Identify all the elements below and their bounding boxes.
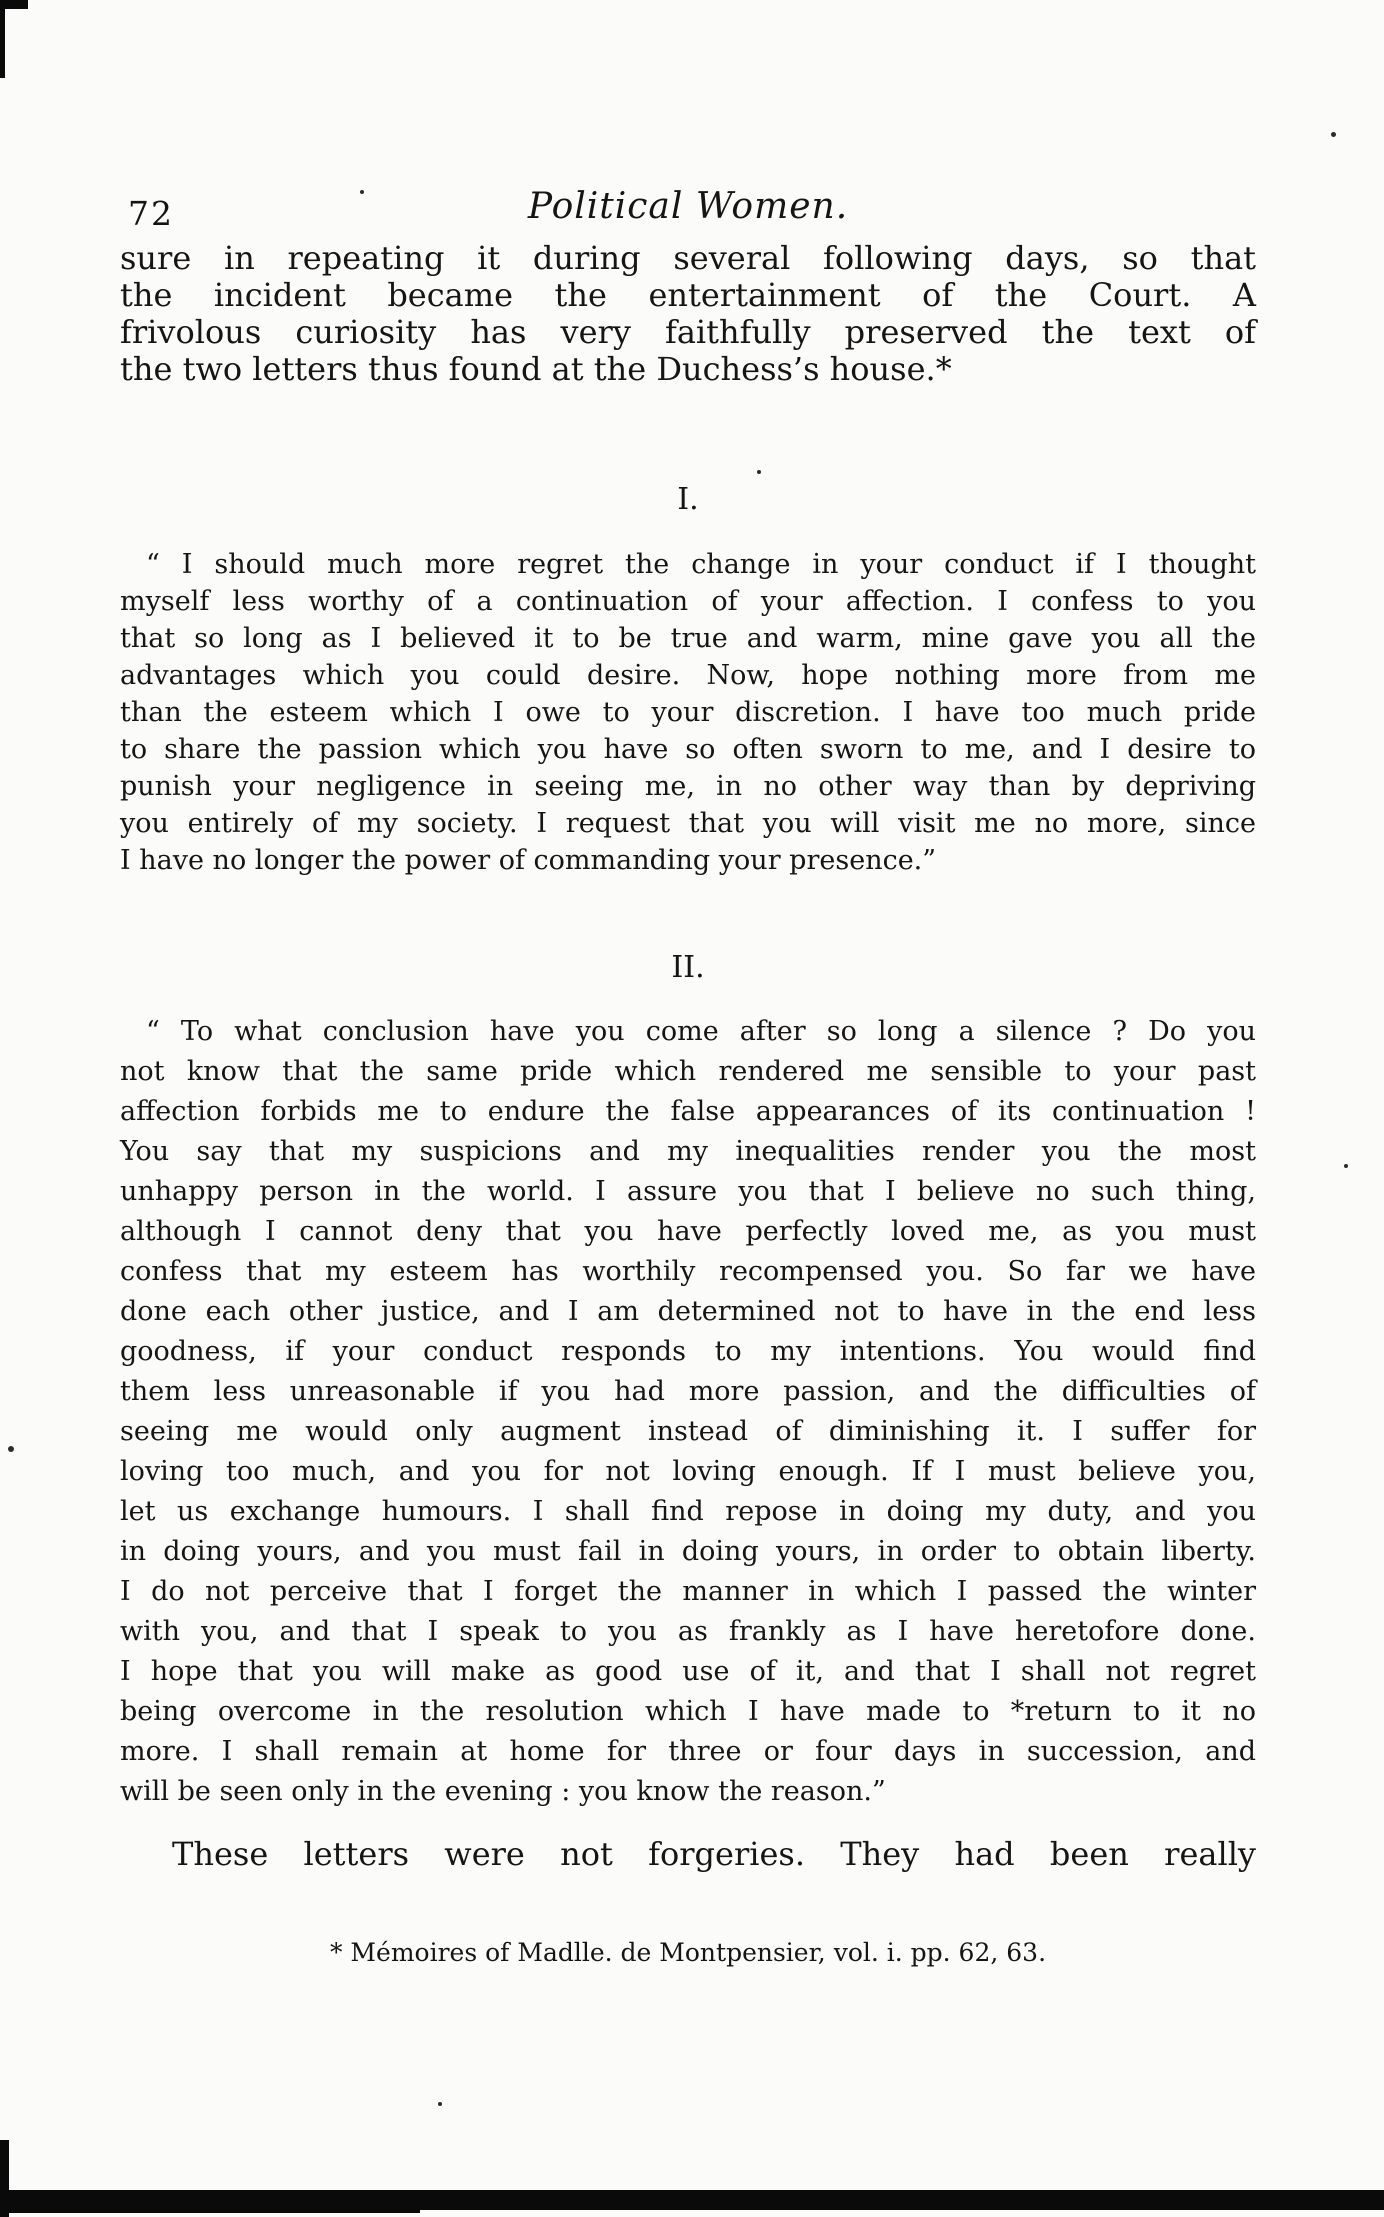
text-line: I do not perceive that I forget the manner in which I passed the winter [120, 1576, 1256, 1607]
text-line: with you, and that I speak to you as frankly as I have heretofore done. [120, 1616, 1256, 1647]
intro-paragraph [120, 240, 1256, 388]
text-line: unhappy person in the world. I assure you that I believe no such thing, [120, 1176, 1256, 1207]
text-line: You say that my suspicions and my inequalities render you the most [120, 1136, 1256, 1167]
text-line: the two letters thus found at the Duchess’s house.* [120, 350, 952, 388]
text-line: the incident became the entertainment of the Court. A [120, 276, 1256, 314]
text-line: myself less worthy of a continuation of your affection. I confess to you [120, 586, 1256, 617]
text-line: “ I should much more regret the change in your conduct if I thought [146, 549, 1256, 580]
scan-speck [8, 1446, 14, 1452]
footnote: * Mémoires of Madlle. de Montpensier, vol. i. pp. 62, 63. [329, 1938, 1047, 1967]
text-line: them less unreasonable if you had more passion, and the difficulties of [120, 1376, 1256, 1407]
page-number: 72 [128, 194, 174, 233]
scan-edge-bottom-bar-2 [0, 2205, 420, 2213]
text-line: you entirely of my society. I request that you will visit me no more, since [120, 808, 1256, 839]
text-line: punish your negligence in seeing me, in no other way than by depriving [120, 771, 1256, 802]
text-line: done each other justice, and I am determined not to have in the end less [120, 1296, 1256, 1327]
text-line: not know that the same pride which rendered me sensible to your past [120, 1056, 1256, 1087]
text-line: let us exchange humours. I shall find repose in doing my duty, and you [120, 1496, 1256, 1527]
text-line: advantages which you could desire. Now, hope nothing more from me [120, 660, 1256, 691]
letter-2-body [120, 1012, 1256, 1812]
text-line: loving too much, and you for not loving enough. If I must believe you, [120, 1456, 1256, 1487]
text-line: confess that my esteem has worthily recompensed you. So far we have [120, 1256, 1256, 1287]
text-line: sure in repeating it during several following days, so that [120, 239, 1256, 277]
scan-speck [360, 190, 364, 194]
text-line: seeing me would only augment instead of diminishing it. I suffer for [120, 1416, 1256, 1447]
text-line: being overcome in the resolution which I have made to *return to it no [120, 1696, 1256, 1727]
text-line: in doing yours, and you must fail in doing yours, in order to obtain liberty. [120, 1536, 1256, 1567]
running-title: Political Women. [527, 186, 849, 227]
scan-speck [438, 2102, 442, 2106]
text-line: that so long as I believed it to be true and warm, mine gave you all the [120, 623, 1256, 654]
text-line: affection forbids me to endure the false appearances of its continuation ! [120, 1096, 1256, 1127]
text-line: to share the passion which you have so often sworn to me, and I desire to [120, 734, 1256, 765]
text-line: than the esteem which I owe to your discretion. I have too much pride [120, 697, 1256, 728]
text-line: will be seen only in the evening : you know the reason.” [120, 1776, 886, 1807]
scan-edge-left-sliver [0, 0, 5, 78]
letter-1-body [120, 546, 1256, 879]
text-line: I have no longer the power of commanding your presence.” [120, 845, 937, 876]
text-line: although I cannot deny that you have perfectly loved me, as you must [120, 1216, 1256, 1247]
text-line: more. I shall remain at home for three or four days in succession, and [120, 1736, 1256, 1767]
running-header [120, 186, 1256, 234]
section-heading-1: I. [677, 482, 699, 517]
text-line: I hope that you will make as good use of it, and that I shall not regret [120, 1656, 1256, 1687]
scan-speck [1331, 132, 1336, 137]
scan-speck [1344, 1164, 1348, 1168]
section-heading-2: II. [671, 950, 705, 985]
closing-paragraph: These letters were not forgeries. They had been really [172, 1835, 1256, 1873]
text-line: frivolous curiosity has very faithfully preserved the text of [120, 313, 1256, 351]
scan-edge-top-left [2, 0, 28, 9]
text-line: “ To what conclusion have you come after so long a silence ? Do you [146, 1016, 1256, 1047]
text-line: goodness, if your conduct responds to my intentions. You would find [120, 1336, 1256, 1367]
scan-speck [757, 470, 761, 474]
